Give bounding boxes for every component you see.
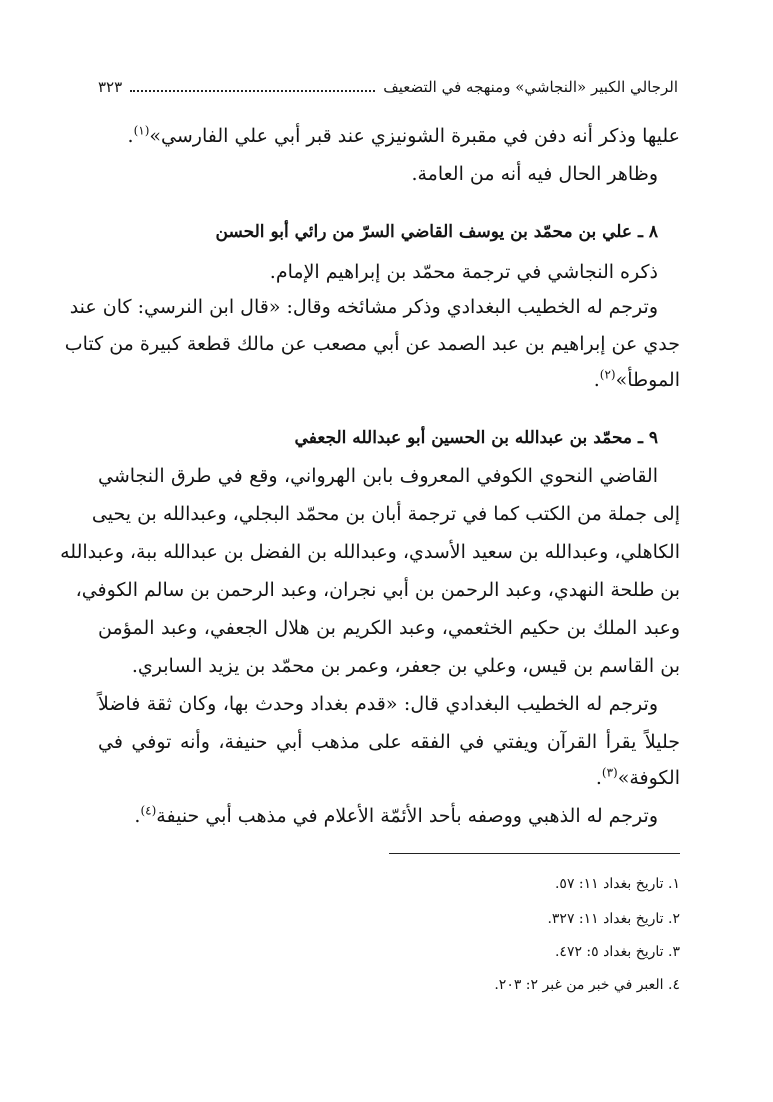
text-line: وعبد الملك بن حكيم الخثعمي، وعبد الكريم بن هلال الجعفي، وعبد المؤمن [98,617,680,639]
footnote-divider [389,853,680,854]
page-number: ٣٢٣ [98,78,123,96]
text-line: إلى جملة من الكتب كما في ترجمة أبان بن محمّد البجلي، وعبدالله بن يحيى [91,503,680,525]
text-line: وترجم له الذهبي ووصفه بأحد الأئمّة الأعلام في مذهب أبي حنيفة$^{(٤)}$. [134,803,658,827]
text-line: القاضي النحوي الكوفي المعروف بابن الهرواني، وقع في طرق النجاشي [98,465,658,487]
footnote-1: ١. تاريخ بغداد ١١: ٥٧. [554,876,680,892]
text-line: جليلاً يقرأ القرآن ويفتي في الفقه على مذهب أبي حنيفة، وأنه توفي في [98,731,680,753]
text-line: الكاهلي، وعبدالله بن سعيد الأسدي، وعبدالله بن الفضل بن عبدالله ببة، وعبدالله [60,541,680,563]
footnote-ref: (١) [133,123,150,138]
text-line: عليها وذكر أنه دفن في مقبرة الشونيزي عند قبر أبي علي الفارسي»$^{(١)}$. [127,123,680,147]
footnote-ref: (٢) [599,367,616,382]
text-line: وترجم له الخطيب البغدادي وذكر مشائخه وقال: «قال ابن النرسي: كان عند [69,296,658,318]
section-heading-8: ٨ ـ علي بن محمّد بن يوسف القاضي السرّ من رائي أبو الحسن [215,222,658,242]
text-line: بن القاسم بن قيس، وعلي بن جعفر، وعمر بن محمّد بن يزيد السابري. [131,655,680,677]
footnote-ref: (٣) [601,765,618,780]
running-header [98,78,678,96]
dotted-leader [130,80,375,92]
footnote-3: ٣. تاريخ بغداد ٥: ٤٧٢. [554,944,680,960]
text-line: الكوفة»$^{(٣)}$. [595,765,680,789]
footnote-2: ٢. تاريخ بغداد ١١: ٣٢٧. [547,911,680,927]
text-line: ذكره النجاشي في ترجمة محمّد بن إبراهيم الإمام. [269,261,658,283]
text-line: الموطأ»$^{(٢)}$. [593,367,680,391]
text-line: وترجم له الخطيب البغدادي قال: «قدم بغداد وحدث بها، وكان ثقة فاضلاً [98,693,658,715]
footnote-4: ٤. العبر في خبر من غبر ٢: ٢٠٣. [494,977,680,993]
section-heading-9: ٩ ـ محمّد بن عبدالله بن الحسين أبو عبدالله الجعفي [294,428,658,448]
text-line: وظاهر الحال فيه أنه من العامة. [411,163,658,185]
header-title: الرجالي الكبير «النجاشي» ومنهجه في التضعيف [383,78,678,96]
text-line: بن طلحة النهدي، وعبد الرحمن بن أبي نجران، وعبد الرحمن بن سالم الكوفي، [75,579,680,601]
footnote-ref: (٤) [140,803,157,818]
text-line: جدي عن إبراهيم بن عبد الصمد عن أبي مصعب عن مالك قطعة كبيرة من كتاب [64,333,680,355]
